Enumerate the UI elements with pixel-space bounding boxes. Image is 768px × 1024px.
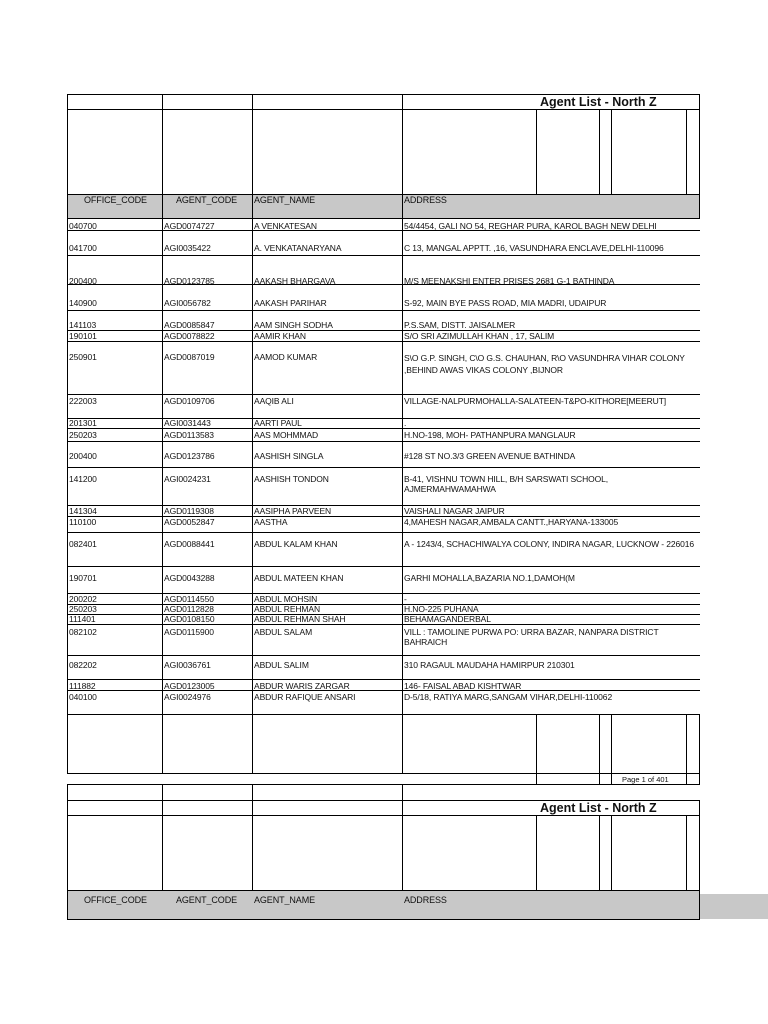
cell-agent-name: AAS MOHMMAD — [254, 430, 319, 440]
column-header-address: ADDRESS — [404, 895, 447, 905]
cell-office-code: 141200 — [69, 474, 97, 484]
report-title: Agent List - North Z — [540, 95, 657, 109]
cell-address: B-41, VISHNU TOWN HILL, B/H SARSWATI SCHOOL, AJMERMAHWAMAHWA — [404, 474, 609, 494]
cell-address: VAISHALI NAGAR JAIPUR — [404, 506, 505, 516]
cell-address: S/O SRI AZIMULLAH KHAN , 17, SALIM — [404, 331, 555, 341]
column-header-address: ADDRESS — [404, 195, 447, 205]
cell-address: VILL : TAMOLINE PURWA PO: URRA BAZAR, NANPARA DISTRICT BAHRAICH — [404, 627, 659, 647]
cell-agent-code: AGD0087019 — [164, 352, 215, 362]
cell-agent-code: AGD0114550 — [164, 594, 214, 604]
report-title-page-2: Agent List - North Z — [540, 801, 657, 815]
cell-office-code: 141304 — [69, 506, 97, 516]
cell-address: S-92, MAIN BYE PASS ROAD, MIA MADRI, UDAIPUR — [404, 298, 607, 308]
cell-agent-name: ABDUL MATEEN KHAN — [254, 573, 344, 583]
cell-agent-code: AGD0088441 — [164, 539, 215, 549]
cell-address: 310 RAGAUL MAUDAHA HAMIRPUR 210301 — [404, 660, 575, 670]
cell-address: S\O G.P. SINGH, C\O G.S. CHAUHAN, R\O VASUNDHRA VIHAR COLONY ,BEHIND AWAS VIKAS COLONY ,BIJNOR — [404, 353, 685, 375]
cell-agent-name: AAMOD KUMAR — [254, 352, 318, 362]
cell-agent-code: AGD0113583 — [164, 430, 214, 440]
cell-agent-name: AAQIB ALI — [254, 396, 294, 406]
cell-agent-code: AGD0109706 — [164, 396, 215, 406]
cell-agent-code: AGD0052847 — [164, 517, 215, 527]
cell-agent-code: AGI0035422 — [164, 243, 211, 253]
cell-agent-code: AGI0031443 — [164, 418, 211, 428]
cell-office-code: 250203 — [69, 430, 97, 440]
cell-office-code: 141103 — [69, 320, 97, 330]
cell-agent-code: AGI0056782 — [164, 298, 211, 308]
cell-office-code: 041700 — [69, 243, 97, 253]
cell-office-code: 140900 — [69, 298, 97, 308]
cell-office-code: 200400 — [69, 451, 97, 461]
cell-address: GARHI MOHALLA,BAZARIA NO.1,DAMOH(M — [404, 573, 575, 583]
cell-agent-name: ABDUL REHMAN SHAH — [254, 614, 346, 624]
column-header-office-code: OFFICE_CODE — [84, 895, 147, 905]
cell-office-code: 200202 — [69, 594, 97, 604]
cell-agent-name: AASIPHA PARVEEN — [254, 506, 332, 516]
cell-agent-code: AGD0123785 — [164, 276, 215, 286]
cell-agent-name: AASHISH SINGLA — [254, 451, 324, 461]
column-header-agent-name: AGENT_NAME — [254, 895, 316, 905]
cell-office-code: 111882 — [69, 681, 96, 691]
cell-address: H.NO-225 PUHANA — [404, 604, 479, 614]
cell-address: H.NO-198, MOH- PATHANPURA MANGLAUR — [404, 430, 576, 440]
cell-address: D-5/18, RATIYA MARG,SANGAM VIHAR,DELHI-110062 — [404, 692, 613, 702]
cell-address: - — [404, 594, 407, 604]
cell-office-code: 040700 — [69, 221, 97, 231]
gray-bar — [700, 894, 768, 919]
cell-office-code: 040100 — [69, 692, 97, 702]
cell-agent-code: AGD0123786 — [164, 451, 215, 461]
cell-agent-name: ABDUL SALAM — [254, 627, 313, 637]
cell-agent-code: AGD0119308 — [164, 506, 214, 516]
cell-address: C 13, MANGAL APPTT. ,16, VASUNDHARA ENCLAVE,DELHI-110096 — [404, 243, 664, 253]
column-header-agent-code: AGENT_CODE — [176, 895, 238, 905]
cell-address: 146- FAISAL ABAD KISHTWAR — [404, 681, 522, 691]
cell-office-code: 190701 — [69, 573, 97, 583]
cell-agent-name: AASTHA — [254, 517, 288, 527]
cell-agent-name: ABDUR RAFIQUE ANSARI — [254, 692, 356, 702]
cell-address: 54/4454, GALI NO 54, REGHAR PURA, KAROL BAGH NEW DELHI — [404, 221, 657, 231]
column-header-agent-name: AGENT_NAME — [254, 195, 316, 205]
cell-agent-name: AAMIR KHAN — [254, 331, 306, 341]
cell-agent-code: AGD0115900 — [164, 627, 214, 637]
cell-agent-name: AAKASH PARIHAR — [254, 298, 327, 308]
cell-agent-code: AGD0085847 — [164, 320, 215, 330]
cell-agent-name: ABDUL KALAM KHAN — [254, 539, 338, 549]
cell-agent-code: AGD0074727 — [164, 221, 215, 231]
cell-agent-code: AGI0024231 — [164, 474, 211, 484]
cell-office-code: 222003 — [69, 396, 97, 406]
cell-office-code: 250901 — [69, 352, 97, 362]
cell-agent-name: A VENKATESAN — [254, 221, 317, 231]
cell-office-code: 082202 — [69, 660, 97, 670]
cell-agent-code: AGI0036761 — [164, 660, 211, 670]
cell-agent-name: ABDUL SALIM — [254, 660, 309, 670]
cell-agent-code: AGD0043288 — [164, 573, 215, 583]
cell-office-code: 190101 — [69, 331, 97, 341]
cell-office-code: 250203 — [69, 604, 97, 614]
cell-office-code: 110100 — [69, 517, 97, 527]
cell-agent-name: A. VENKATANARYANA — [254, 243, 342, 253]
header-row-background-page-2 — [68, 891, 699, 919]
cell-address: . — [404, 418, 407, 428]
cell-address: M/S MEENAKSHI ENTER PRISES 2681 G-1 BATHINDA — [404, 276, 615, 286]
cell-office-code: 082102 — [69, 627, 97, 637]
cell-agent-name: AARTI PAUL — [254, 418, 302, 428]
cell-agent-code: AGD0078822 — [164, 331, 215, 341]
column-header-agent-code: AGENT_CODE — [176, 195, 238, 205]
cell-address: 4,MAHESH NAGAR,AMBALA CANTT.,HARYANA-133005 — [404, 517, 619, 527]
column-header-office-code: OFFICE_CODE — [84, 195, 147, 205]
cell-address: #128 ST NO.3/3 GREEN AVENUE BATHINDA — [404, 451, 576, 461]
cell-agent-name: ABDUR WARIS ZARGAR — [254, 681, 350, 691]
cell-address: A - 1243/4, SCHACHIWALYA COLONY, INDIRA NAGAR, LUCKNOW - 226016 — [404, 539, 695, 549]
page-number: Page 1 of 401 — [622, 775, 669, 784]
cell-agent-code: AGD0123005 — [164, 681, 215, 691]
cell-agent-code: AGD0112828 — [164, 604, 214, 614]
cell-office-code: 082401 — [69, 539, 97, 549]
cell-agent-name: ABDUL MOHSIN — [254, 594, 318, 604]
cell-office-code: 111401 — [69, 614, 96, 624]
cell-address: P.S.SAM, DISTT. JAISALMER — [404, 320, 516, 330]
cell-agent-name: AAM SINGH SODHA — [254, 320, 333, 330]
cell-office-code: 200400 — [69, 276, 97, 286]
cell-agent-name: AASHISH TONDON — [254, 474, 329, 484]
cell-office-code: 201301 — [69, 418, 97, 428]
cell-agent-name: AAKASH BHARGAVA — [254, 276, 336, 286]
cell-address: BEHAMAGANDERBAL — [404, 614, 491, 624]
cell-agent-name: ABDUL REHMAN — [254, 604, 321, 614]
cell-address: VILLAGE-NALPURMOHALLA-SALATEEN-T&PO-KITHORE[MEERUT] — [404, 396, 667, 406]
cell-agent-code: AGI0024976 — [164, 692, 211, 702]
cell-agent-code: AGD0108150 — [164, 614, 215, 624]
